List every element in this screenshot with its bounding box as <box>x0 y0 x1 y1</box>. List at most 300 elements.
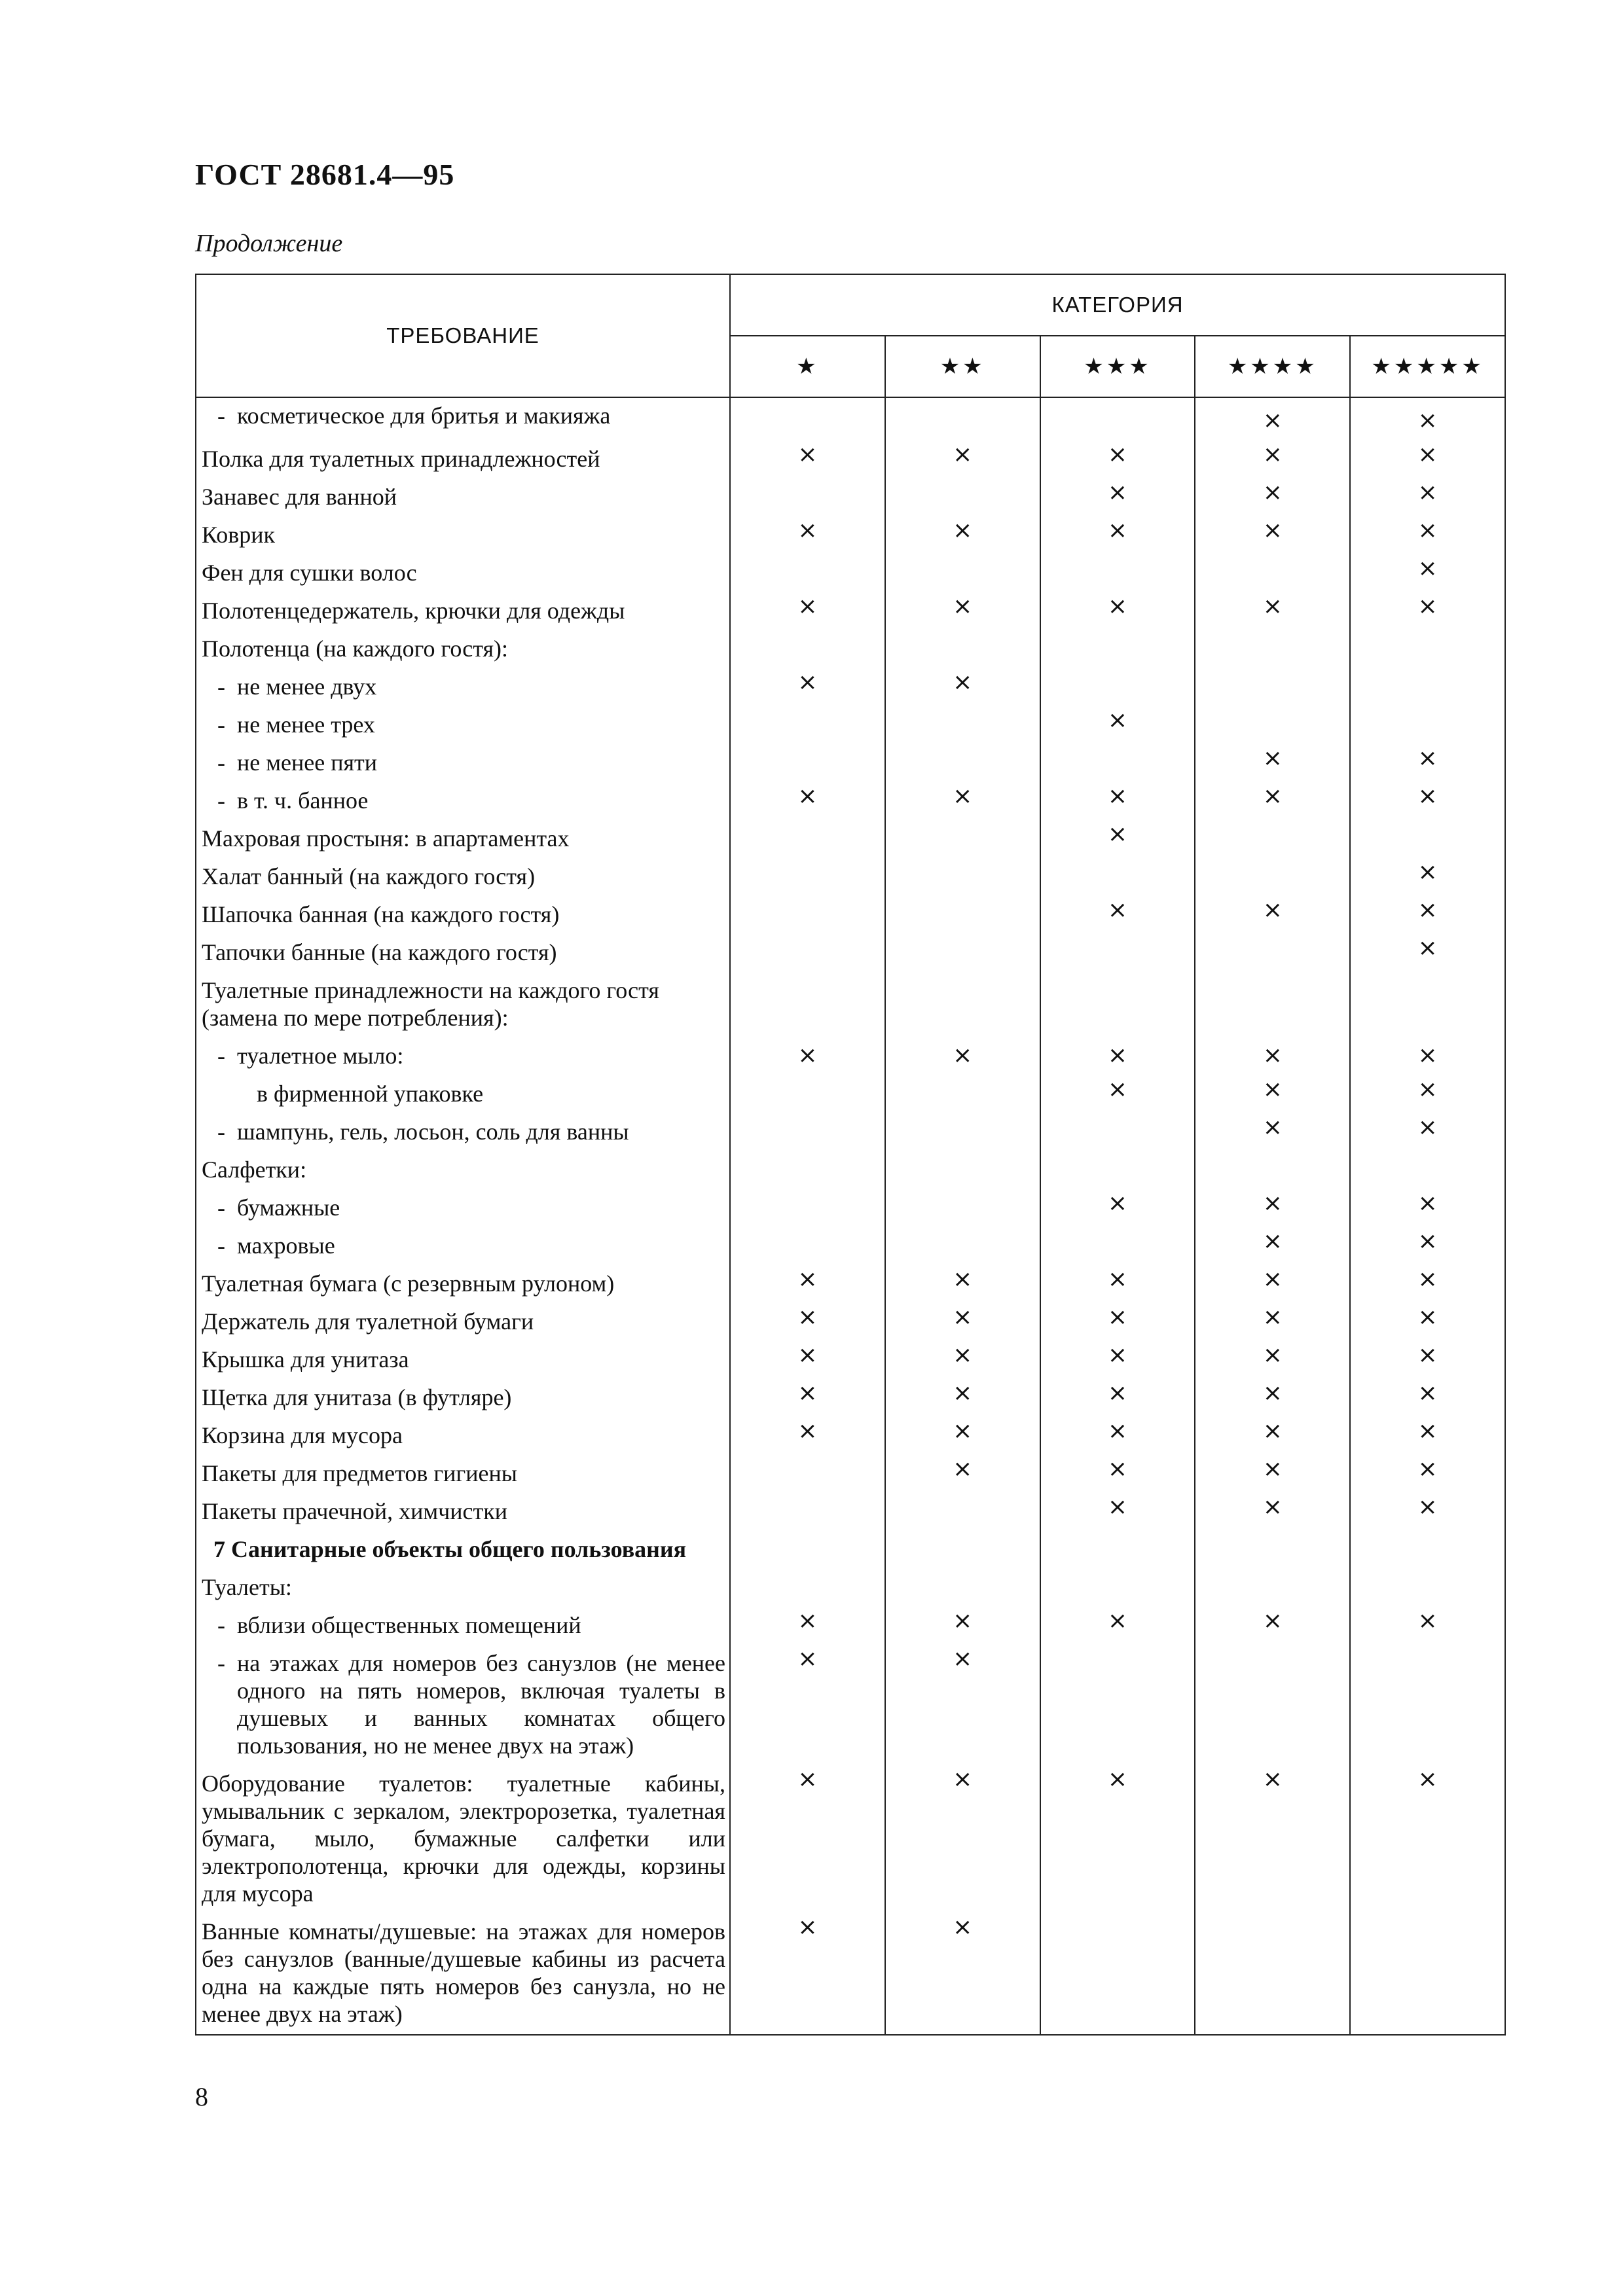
requirement-cell <box>196 1607 730 1645</box>
category-5-mark-cell <box>1350 821 1505 859</box>
category-5-star: ★★★★★ <box>1350 336 1505 397</box>
cross-mark-icon: × <box>1417 479 1438 506</box>
requirement-text: Туалеты: <box>202 1574 292 1600</box>
category-2-mark-cell <box>885 517 1040 555</box>
table-row <box>196 479 1505 517</box>
requirement-cell <box>196 1494 730 1532</box>
requirement-cell <box>196 783 730 821</box>
cross-mark-icon: × <box>953 1914 973 1941</box>
table-row <box>196 707 1505 745</box>
table-row <box>196 1152 1505 1190</box>
category-1-mark-cell <box>730 1532 885 1570</box>
requirement-text: косметическое для бритья и макияжа <box>237 403 611 429</box>
category-2-mark-cell <box>885 397 1040 441</box>
category-3-mark-cell <box>1040 593 1195 631</box>
table-body <box>196 397 1505 2035</box>
requirement-text: на этажах для номеров без санузлов (не менее одного на пять номеров, включая туалеты в душевых и ванных комнатах общего пользования, но не менее двух на этаж) <box>237 1650 725 1759</box>
category-3-mark-cell <box>1040 669 1195 707</box>
cross-mark-icon: × <box>953 1266 973 1293</box>
category-2-mark-cell <box>885 1766 1040 1914</box>
category-4-mark-cell <box>1195 935 1350 973</box>
category-1-mark-cell <box>730 783 885 821</box>
category-2-mark-cell <box>885 707 1040 745</box>
cross-mark-icon: × <box>1262 441 1283 468</box>
cross-mark-icon: × <box>1107 707 1128 734</box>
cross-mark-icon: × <box>1417 1456 1438 1482</box>
list-dash: - <box>217 673 225 700</box>
cross-mark-icon: × <box>953 1645 973 1672</box>
category-4-mark-cell <box>1195 897 1350 935</box>
cross-mark-icon: × <box>1262 1190 1283 1217</box>
category-1-mark-cell <box>730 745 885 783</box>
category-5-mark-cell <box>1350 1304 1505 1342</box>
category-5-mark-cell <box>1350 1418 1505 1456</box>
category-4-mark-cell <box>1195 1266 1350 1304</box>
cross-mark-icon: × <box>797 517 818 544</box>
category-1-mark-cell <box>730 1038 885 1076</box>
category-4-mark-cell <box>1195 1380 1350 1418</box>
category-1-mark-cell <box>730 1570 885 1607</box>
category-3-mark-cell <box>1040 479 1195 517</box>
category-4-mark-cell <box>1195 1152 1350 1190</box>
category-2-mark-cell <box>885 1380 1040 1418</box>
category-3-mark-cell <box>1040 555 1195 593</box>
category-3-mark-cell <box>1040 1190 1195 1228</box>
category-4-mark-cell <box>1195 1038 1350 1076</box>
cross-mark-icon: × <box>797 1304 818 1331</box>
cross-mark-icon: × <box>1107 1042 1128 1069</box>
category-1-mark-cell <box>730 1766 885 1914</box>
category-2-mark-cell <box>885 1570 1040 1607</box>
category-5-mark-cell <box>1350 745 1505 783</box>
requirement-cell <box>196 821 730 859</box>
table-row <box>196 973 1505 1038</box>
cross-mark-icon: × <box>1417 1304 1438 1331</box>
cross-mark-icon: × <box>1262 745 1283 772</box>
cross-mark-icon: × <box>1107 1494 1128 1520</box>
category-2-mark-cell <box>885 669 1040 707</box>
category-3-mark-cell <box>1040 441 1195 479</box>
requirement-text: Туалетная бумага (с резервным рулоном) <box>202 1270 615 1297</box>
category-4-mark-cell <box>1195 669 1350 707</box>
cross-mark-icon: × <box>953 517 973 544</box>
category-4-mark-cell <box>1195 1418 1350 1456</box>
category-1-mark-cell <box>730 1456 885 1494</box>
category-4-mark-cell <box>1195 593 1350 631</box>
requirement-text: Оборудование туалетов: туалетные кабины, умывальник с зеркалом, электророзетка, туалетная бумага, мыло, бумажные салфетки или электрополотенца, крючки для одежды, корзины для мусора <box>202 1770 725 1907</box>
category-5-mark-cell <box>1350 669 1505 707</box>
category-3-mark-cell <box>1040 1228 1195 1266</box>
cross-mark-icon: × <box>1417 407 1438 434</box>
category-3-mark-cell <box>1040 1766 1195 1914</box>
requirement-cell <box>196 745 730 783</box>
category-1-mark-cell <box>730 1494 885 1532</box>
category-5-mark-cell <box>1350 1494 1505 1532</box>
category-3-mark-cell <box>1040 1076 1195 1114</box>
cross-mark-icon: × <box>1262 479 1283 506</box>
requirement-cell <box>196 1190 730 1228</box>
cross-mark-icon: × <box>953 1342 973 1369</box>
category-2-mark-cell <box>885 1645 1040 1766</box>
requirement-cell <box>196 1304 730 1342</box>
category-2-mark-cell <box>885 1266 1040 1304</box>
table-row <box>196 1304 1505 1342</box>
requirement-text: Щетка для унитаза (в футляре) <box>202 1384 512 1410</box>
cross-mark-icon: × <box>1417 593 1438 620</box>
category-2-mark-cell <box>885 1304 1040 1342</box>
cross-mark-icon: × <box>1262 783 1283 810</box>
category-2-mark-cell <box>885 1494 1040 1532</box>
table-row <box>196 1266 1505 1304</box>
category-4-mark-cell <box>1195 973 1350 1038</box>
requirement-cell <box>196 631 730 669</box>
cross-mark-icon: × <box>953 1456 973 1482</box>
category-2-mark-cell <box>885 1190 1040 1228</box>
cross-mark-icon: × <box>1262 1456 1283 1482</box>
category-2-mark-cell <box>885 1228 1040 1266</box>
category-5-mark-cell <box>1350 1914 1505 2035</box>
requirement-cell <box>196 593 730 631</box>
category-3-mark-cell <box>1040 1570 1195 1607</box>
requirement-cell <box>196 1418 730 1456</box>
category-5-mark-cell <box>1350 1152 1505 1190</box>
requirement-cell <box>196 441 730 479</box>
category-4-mark-cell <box>1195 1766 1350 1914</box>
requirement-text: Ванные комнаты/душевые: на этажах для номеров без санузлов (ванные/душевые кабины из расчета одна на каждые пять номеров без санузла, но не менее двух на этаж) <box>202 1918 725 2027</box>
requirement-text: Халат банный (на каждого гостя) <box>202 863 536 889</box>
requirement-text: вблизи общественных помещений <box>237 1612 581 1638</box>
list-dash: - <box>217 711 225 738</box>
cross-mark-icon: × <box>1107 593 1128 620</box>
cross-mark-icon: × <box>1262 1418 1283 1444</box>
page-number: 8 <box>195 2082 208 2111</box>
cross-mark-icon: × <box>1417 897 1438 924</box>
table-row <box>196 1114 1505 1152</box>
category-4-star: ★★★★ <box>1195 336 1350 397</box>
requirement-cell <box>196 1766 730 1914</box>
category-5-mark-cell <box>1350 1532 1505 1570</box>
category-1-mark-cell <box>730 479 885 517</box>
requirement-cell <box>196 707 730 745</box>
cross-mark-icon: × <box>797 669 818 696</box>
category-4-mark-cell <box>1195 1342 1350 1380</box>
category-5-mark-cell <box>1350 897 1505 935</box>
category-1-mark-cell <box>730 1152 885 1190</box>
category-2-mark-cell <box>885 1076 1040 1114</box>
category-1-mark-cell <box>730 631 885 669</box>
category-1-mark-cell <box>730 517 885 555</box>
cross-mark-icon: × <box>1417 745 1438 772</box>
category-2-mark-cell <box>885 631 1040 669</box>
category-5-mark-cell <box>1350 1607 1505 1645</box>
category-1-mark-cell <box>730 1266 885 1304</box>
category-2-mark-cell <box>885 859 1040 897</box>
category-5-mark-cell <box>1350 441 1505 479</box>
category-4-mark-cell <box>1195 859 1350 897</box>
category-2-mark-cell <box>885 479 1040 517</box>
requirement-text: не менее двух <box>237 673 377 700</box>
category-3-mark-cell <box>1040 631 1195 669</box>
list-dash: - <box>217 1612 225 1638</box>
category-5-mark-cell <box>1350 397 1505 441</box>
requirement-text: бумажные <box>237 1194 340 1221</box>
category-1-mark-cell <box>730 1342 885 1380</box>
category-2-mark-cell <box>885 1418 1040 1456</box>
category-3-mark-cell <box>1040 1494 1195 1532</box>
category-5-mark-cell <box>1350 1766 1505 1914</box>
cross-mark-icon: × <box>953 1607 973 1634</box>
requirement-text: в фирменной упаковке <box>257 1081 484 1107</box>
category-2-mark-cell <box>885 973 1040 1038</box>
cross-mark-icon: × <box>1107 1190 1128 1217</box>
category-5-mark-cell <box>1350 1456 1505 1494</box>
requirement-text: Полка для туалетных принадлежностей <box>202 446 600 472</box>
category-3-mark-cell <box>1040 973 1195 1038</box>
requirement-cell <box>196 1570 730 1607</box>
cross-mark-icon: × <box>1262 1380 1283 1407</box>
category-2-mark-cell <box>885 1607 1040 1645</box>
table-row <box>196 1494 1505 1532</box>
cross-mark-icon: × <box>1107 1456 1128 1482</box>
table-row <box>196 517 1505 555</box>
cross-mark-icon: × <box>1107 441 1128 468</box>
requirement-cell <box>196 1038 730 1076</box>
column-header-category: КАТЕГОРИЯ <box>730 274 1505 336</box>
category-1-mark-cell <box>730 1076 885 1114</box>
category-3-mark-cell <box>1040 783 1195 821</box>
table-row <box>196 821 1505 859</box>
category-1-mark-cell <box>730 1380 885 1418</box>
list-dash: - <box>217 1194 225 1221</box>
category-4-mark-cell <box>1195 1494 1350 1532</box>
category-5-mark-cell <box>1350 1266 1505 1304</box>
requirement-cell <box>196 935 730 973</box>
cross-mark-icon: × <box>1107 1607 1128 1634</box>
cross-mark-icon: × <box>1417 1266 1438 1293</box>
requirement-text: 7 Санитарные объекты общего пользования <box>213 1536 687 1562</box>
category-1-mark-cell <box>730 593 885 631</box>
table-row <box>196 1570 1505 1607</box>
continuation-label: Продолжение <box>195 230 343 257</box>
cross-mark-icon: × <box>1262 1076 1283 1103</box>
table-row <box>196 1228 1505 1266</box>
cross-mark-icon: × <box>1417 1342 1438 1369</box>
requirement-text: Корзина для мусора <box>202 1422 403 1448</box>
cross-mark-icon: × <box>953 1042 973 1069</box>
cross-mark-icon: × <box>1417 555 1438 582</box>
table-row <box>196 441 1505 479</box>
list-dash: - <box>217 1043 225 1069</box>
cross-mark-icon: × <box>953 783 973 810</box>
category-5-mark-cell <box>1350 555 1505 593</box>
cross-mark-icon: × <box>1417 517 1438 544</box>
category-4-mark-cell <box>1195 1190 1350 1228</box>
category-1-mark-cell <box>730 1228 885 1266</box>
category-4-mark-cell <box>1195 745 1350 783</box>
category-3-star: ★★★ <box>1040 336 1195 397</box>
cross-mark-icon: × <box>797 1418 818 1444</box>
cross-mark-icon: × <box>1107 1418 1128 1444</box>
cross-mark-icon: × <box>1262 1266 1283 1293</box>
table-row <box>196 1418 1505 1456</box>
category-3-mark-cell <box>1040 1418 1195 1456</box>
cross-mark-icon: × <box>797 441 818 468</box>
category-1-mark-cell <box>730 1418 885 1456</box>
cross-mark-icon: × <box>1417 935 1438 961</box>
table-row <box>196 1342 1505 1380</box>
document-title: ГОСТ 28681.4—95 <box>195 158 455 191</box>
category-3-mark-cell <box>1040 1342 1195 1380</box>
table-row <box>196 555 1505 593</box>
category-2-mark-cell <box>885 935 1040 973</box>
cross-mark-icon: × <box>797 1914 818 1941</box>
cross-mark-icon: × <box>1262 517 1283 544</box>
cross-mark-icon: × <box>797 1645 818 1672</box>
category-4-mark-cell <box>1195 517 1350 555</box>
list-dash: - <box>217 1119 225 1145</box>
category-4-mark-cell <box>1195 1570 1350 1607</box>
cross-mark-icon: × <box>1107 1266 1128 1293</box>
cross-mark-icon: × <box>1107 1380 1128 1407</box>
category-3-mark-cell <box>1040 1304 1195 1342</box>
requirement-text: не менее трех <box>237 711 375 738</box>
category-5-mark-cell <box>1350 1645 1505 1766</box>
cross-mark-icon: × <box>1262 1304 1283 1331</box>
cross-mark-icon: × <box>797 1342 818 1369</box>
category-3-mark-cell <box>1040 1607 1195 1645</box>
category-5-mark-cell <box>1350 1570 1505 1607</box>
category-1-star: ★ <box>730 336 885 397</box>
category-5-mark-cell <box>1350 783 1505 821</box>
category-3-mark-cell <box>1040 897 1195 935</box>
requirement-cell <box>196 669 730 707</box>
requirement-cell <box>196 897 730 935</box>
list-dash: - <box>217 1650 225 1676</box>
category-4-mark-cell <box>1195 441 1350 479</box>
category-1-mark-cell <box>730 669 885 707</box>
requirement-text: Тапочки банные (на каждого гостя) <box>202 939 557 965</box>
category-3-mark-cell <box>1040 1645 1195 1766</box>
category-1-mark-cell <box>730 821 885 859</box>
table-row <box>196 1038 1505 1076</box>
category-4-mark-cell <box>1195 1076 1350 1114</box>
category-4-mark-cell <box>1195 479 1350 517</box>
category-4-mark-cell <box>1195 783 1350 821</box>
requirement-text: не менее пяти <box>237 749 378 776</box>
requirement-cell <box>196 973 730 1038</box>
category-3-mark-cell <box>1040 1380 1195 1418</box>
cross-mark-icon: × <box>953 669 973 696</box>
requirement-cell <box>196 1532 730 1570</box>
cross-mark-icon: × <box>1262 1766 1283 1793</box>
category-5-mark-cell <box>1350 1380 1505 1418</box>
category-5-mark-cell <box>1350 1076 1505 1114</box>
category-3-mark-cell <box>1040 707 1195 745</box>
requirement-cell <box>196 1114 730 1152</box>
category-4-mark-cell <box>1195 1532 1350 1570</box>
cross-mark-icon: × <box>1417 1380 1438 1407</box>
table-row <box>196 783 1505 821</box>
table-row <box>196 1076 1505 1114</box>
table-row <box>196 1607 1505 1645</box>
category-4-mark-cell <box>1195 1114 1350 1152</box>
table-row <box>196 935 1505 973</box>
category-2-mark-cell <box>885 1342 1040 1380</box>
table-row <box>196 1645 1505 1766</box>
category-2-mark-cell <box>885 745 1040 783</box>
cross-mark-icon: × <box>953 1380 973 1407</box>
category-1-mark-cell <box>730 1114 885 1152</box>
requirement-cell <box>196 1645 730 1766</box>
category-4-mark-cell <box>1195 821 1350 859</box>
category-3-mark-cell <box>1040 745 1195 783</box>
category-5-mark-cell <box>1350 479 1505 517</box>
category-3-mark-cell <box>1040 821 1195 859</box>
table-row <box>196 745 1505 783</box>
category-2-mark-cell <box>885 1152 1040 1190</box>
category-4-mark-cell <box>1195 1607 1350 1645</box>
category-2-mark-cell <box>885 821 1040 859</box>
category-4-mark-cell <box>1195 555 1350 593</box>
requirement-cell <box>196 1076 730 1114</box>
cross-mark-icon: × <box>953 1766 973 1793</box>
category-4-mark-cell <box>1195 1645 1350 1766</box>
requirement-text: махровые <box>237 1232 335 1259</box>
cross-mark-icon: × <box>1417 1076 1438 1103</box>
requirement-text: Туалетные принадлежности на каждого гостя (замена по мере потребления): <box>202 977 659 1031</box>
requirement-cell <box>196 555 730 593</box>
category-1-mark-cell <box>730 397 885 441</box>
requirement-text: Фен для сушки волос <box>202 560 417 586</box>
list-dash: - <box>217 787 225 814</box>
cross-mark-icon: × <box>1262 1228 1283 1255</box>
requirement-text: Занавес для ванной <box>202 484 397 510</box>
cross-mark-icon: × <box>1107 1766 1128 1793</box>
category-1-mark-cell <box>730 897 885 935</box>
requirement-text: Полотенцедержатель, крючки для одежды <box>202 598 625 624</box>
requirement-text: Коврик <box>202 522 275 548</box>
category-2-mark-cell <box>885 1914 1040 2035</box>
cross-mark-icon: × <box>1417 1042 1438 1069</box>
category-1-mark-cell <box>730 935 885 973</box>
cross-mark-icon: × <box>1417 1494 1438 1520</box>
cross-mark-icon: × <box>797 1266 818 1293</box>
requirement-cell <box>196 859 730 897</box>
column-header-requirement: ТРЕБОВАНИЕ <box>196 274 730 397</box>
cross-mark-icon: × <box>1262 1042 1283 1069</box>
category-1-mark-cell <box>730 1190 885 1228</box>
cross-mark-icon: × <box>953 441 973 468</box>
category-5-mark-cell <box>1350 517 1505 555</box>
category-3-mark-cell <box>1040 1266 1195 1304</box>
requirement-text: туалетное мыло: <box>237 1043 404 1069</box>
requirement-text: Пакеты прачечной, химчистки <box>202 1498 507 1524</box>
cross-mark-icon: × <box>1417 859 1438 886</box>
requirement-text: Салфетки: <box>202 1157 307 1183</box>
cross-mark-icon: × <box>1417 1190 1438 1217</box>
category-5-mark-cell <box>1350 1190 1505 1228</box>
cross-mark-icon: × <box>797 1607 818 1634</box>
cross-mark-icon: × <box>1417 1114 1438 1141</box>
cross-mark-icon: × <box>797 1042 818 1069</box>
category-3-mark-cell <box>1040 1114 1195 1152</box>
category-5-mark-cell <box>1350 973 1505 1038</box>
category-1-mark-cell <box>730 441 885 479</box>
requirement-text: Крышка для унитаза <box>202 1346 409 1372</box>
cross-mark-icon: × <box>1262 407 1283 434</box>
cross-mark-icon: × <box>797 1380 818 1407</box>
requirement-cell <box>196 1342 730 1380</box>
